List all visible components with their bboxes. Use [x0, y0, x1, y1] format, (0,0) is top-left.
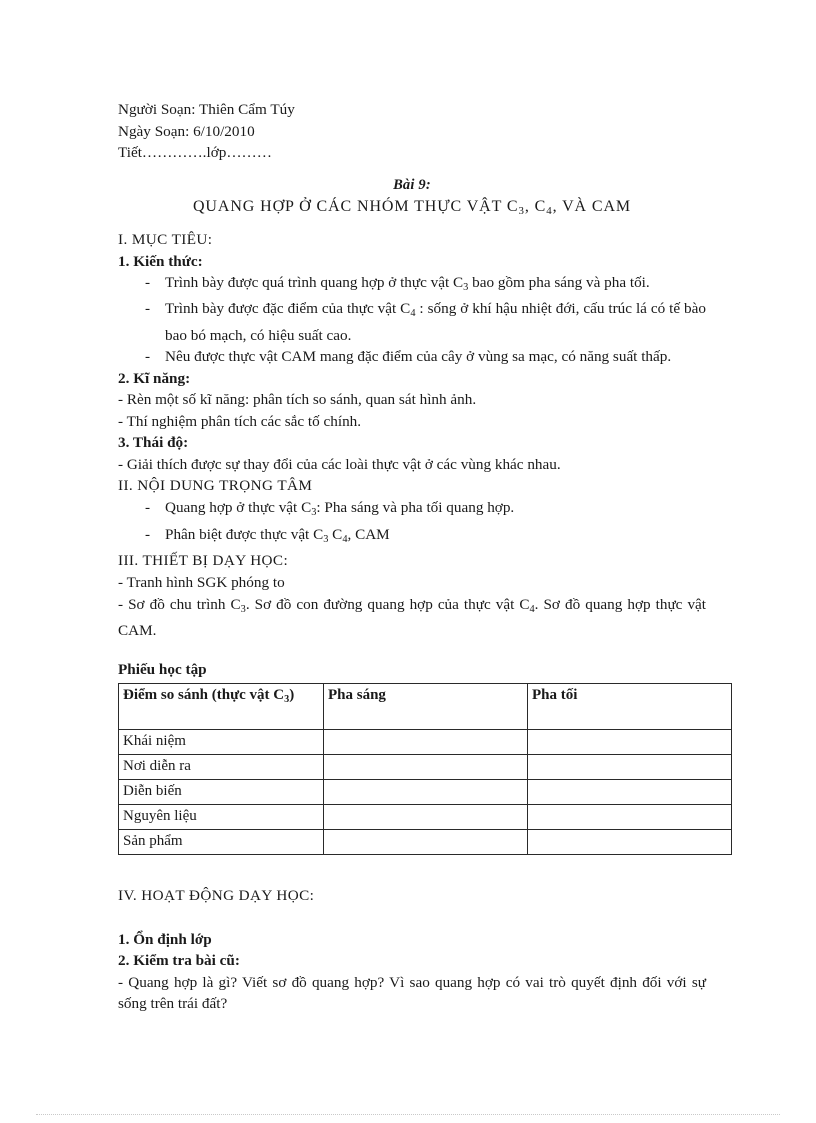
row-cell-pha-sang[interactable]	[324, 804, 528, 829]
section-4-heading: IV. HOẠT ĐỘNG DẠY HỌC:	[118, 886, 315, 904]
title-sub-c4: 4	[546, 204, 553, 217]
title-suffix: , VÀ CAM	[552, 197, 632, 215]
row-cell-pha-toi[interactable]	[528, 804, 732, 829]
row-cell-pha-sang[interactable]	[324, 829, 528, 854]
header-block	[118, 99, 706, 164]
section-1-sub2-line-1: - Rèn một số kĩ năng: phân tích so sánh, quan sát hình ảnh.	[118, 391, 477, 409]
dash-marker: -	[145, 499, 151, 517]
row-label: Diễn biến	[119, 779, 324, 804]
title-sub-c3: 3	[518, 204, 525, 217]
bullet-text-part1: Trình bày được quá trình quang hợp ở thực vật C	[165, 274, 464, 292]
bullet-text-part1: Phân biệt được thực vật C	[165, 525, 324, 543]
table-header-row	[119, 683, 732, 729]
section-4-item-2: 2. Kiểm tra bài cũ:	[118, 952, 240, 970]
bullet-sub: 3	[323, 533, 329, 545]
section-1-sub3-heading: 3. Thái độ:	[118, 434, 189, 452]
row-cell-pha-sang[interactable]	[324, 779, 528, 804]
table-column-header-1	[119, 683, 324, 729]
row-cell-pha-toi[interactable]	[528, 754, 732, 779]
bullet-text-part2: bao gồm pha sáng và pha tối.	[468, 274, 650, 292]
bullet-text-part1: Nêu được thực vật CAM mang đặc điểm của cây ở vùng sa mạc, có năng suất thấp.	[165, 348, 672, 366]
list-item	[118, 298, 706, 346]
table-row	[119, 829, 732, 854]
section-3-line2-part2: . Sơ đồ con đường quang hợp của thực vật C	[245, 595, 530, 613]
page-title	[118, 195, 706, 223]
bullet-sub: 4	[410, 308, 416, 320]
section-3-line2-part3: . Sơ đồ quang hợp thực vật CAM.	[118, 595, 706, 639]
document-content	[118, 99, 706, 1015]
section-1-sub3-line-1: - Giải thích được sự thay đổi của các loài thực vật ở các vùng khác nhau.	[118, 455, 561, 473]
period-line: Tiết………….lớp………	[118, 144, 272, 161]
section-3-sub-c4: 4	[529, 603, 535, 615]
section-3-line-2	[118, 594, 706, 642]
bullet-text-part2: : Pha sáng và pha tối quang hợp.	[316, 499, 515, 517]
table-column-header-2: Pha sáng	[324, 683, 528, 729]
section-1-sub1-heading: 1. Kiến thức:	[118, 252, 203, 270]
bullet-text-part3: , CAM	[347, 525, 390, 543]
section-4-question: - Quang hợp là gì? Viết sơ đồ quang hợp? Vì sao quang hợp có vai trò quyết định đối với sự sống trên trái đất?	[118, 973, 706, 1013]
dash-marker: -	[145, 274, 151, 292]
worksheet-label: Phiếu học tập	[118, 661, 207, 679]
bullet-text-part1: Trình bày được đặc điểm của thực vật C	[165, 300, 411, 318]
row-cell-pha-sang[interactable]	[324, 754, 528, 779]
section-2-heading: II. NỘI DUNG TRỌNG TÂM	[118, 477, 313, 495]
spacer	[118, 907, 706, 929]
row-cell-pha-toi[interactable]	[528, 829, 732, 854]
title-block	[118, 175, 706, 223]
dash-marker: -	[145, 525, 151, 543]
bullet-sub-b: 4	[342, 533, 348, 545]
bullet-sub: 3	[463, 281, 469, 293]
worksheet-table	[118, 683, 732, 855]
bullet-text-part1: Quang hợp ở thực vật C	[165, 499, 312, 517]
section-4-item-1: 1. Ổn định lớp	[118, 930, 212, 948]
bullet-text-part2: C	[328, 525, 343, 543]
page-footer-rule	[36, 1114, 780, 1116]
title-mid: , C	[524, 197, 547, 215]
title-prefix: QUANG HỢP Ở CÁC NHÓM THỰC VẬT C	[192, 197, 519, 215]
section-2-bullet-list	[118, 497, 706, 550]
row-cell-pha-toi[interactable]	[528, 779, 732, 804]
dash-marker: -	[145, 348, 151, 366]
section-3-line2-part1: - Sơ đồ chu trình C	[118, 595, 241, 613]
table-row	[119, 779, 732, 804]
list-item	[118, 497, 706, 523]
col1-sub: 3	[284, 693, 290, 705]
row-label: Nơi diễn ra	[119, 754, 324, 779]
bullet-sub: 3	[311, 507, 317, 519]
section-1-sub2-heading: 2. Kĩ năng:	[118, 369, 191, 387]
row-cell-pha-sang[interactable]	[324, 729, 528, 754]
list-item	[118, 272, 706, 298]
col1-text-suffix: )	[289, 686, 295, 703]
section-3-heading: III. THIẾT BỊ DẠY HỌC:	[118, 552, 289, 570]
section-3-line-1: - Tranh hình SGK phóng to	[118, 574, 285, 592]
section-1-bullet-list	[118, 272, 706, 368]
table-row	[119, 804, 732, 829]
row-label: Khái niệm	[119, 729, 324, 754]
row-label: Sản phẩm	[119, 829, 324, 854]
row-label: Nguyên liệu	[119, 804, 324, 829]
table-column-header-3: Pha tối	[528, 683, 732, 729]
bullet-text-part2: : sống ở khí hậu nhiệt đới, cấu trúc lá có tế bào bao bó mạch, có hiệu suất cao.	[165, 300, 706, 344]
table-row	[119, 754, 732, 779]
section-3-sub-c3: 3	[240, 603, 246, 615]
section-1-heading: I. MỤC TIÊU:	[118, 230, 213, 248]
date-line: Ngày Soạn: 6/10/2010	[118, 122, 255, 140]
author-line: Người Soạn: Thiên Cẩm Túy	[118, 101, 295, 118]
col1-text-prefix: Điểm so sánh (thực vật C	[123, 686, 285, 703]
list-item	[118, 346, 706, 368]
table-row	[119, 729, 732, 754]
row-cell-pha-toi[interactable]	[528, 729, 732, 754]
dash-marker: -	[145, 300, 151, 318]
lesson-number: Bài 9:	[393, 176, 431, 193]
section-1-sub2-line-2: - Thí nghiệm phân tích các sắc tố chính.	[118, 412, 362, 430]
list-item	[118, 524, 706, 550]
